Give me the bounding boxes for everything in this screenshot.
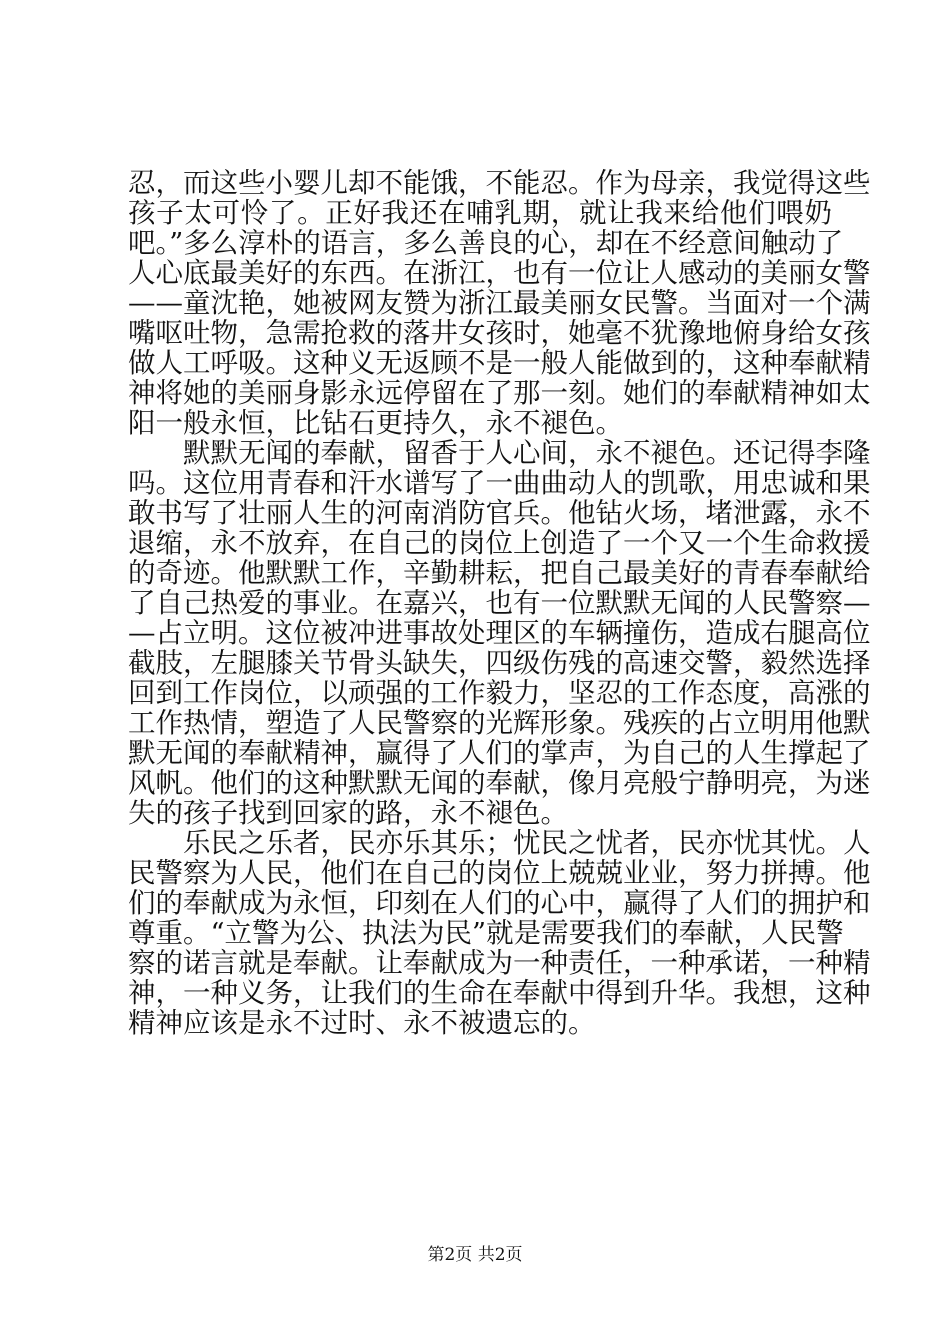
paragraph-line: 失的孩子找到回家的路，永不褪色。 [128, 797, 568, 829]
paragraph-line: 神将她的美丽身影永远停留在了那一刻。她们的奉献精神如太 [128, 377, 871, 409]
paragraph-line: 们的奉献成为永恒，印刻在人们的心中，赢得了人们的拥护和 [128, 887, 871, 919]
paragraph-line: 神，一种义务，让我们的生命在奉献中得到升华。我想，这种 [128, 977, 871, 1009]
paragraph-line: ——童沈艳，她被网友赞为浙江最美丽女民警。当面对一个满 [128, 287, 871, 319]
paragraph-line: 退缩，永不放弃，在自己的岗位上创造了一个又一个生命救援 [128, 527, 871, 559]
page-footer: 第2页 共2页 [427, 1245, 523, 1265]
paragraph-line: 吗。这位用青春和汗水谱写了一曲曲动人的凯歌，用忠诚和果 [128, 467, 871, 499]
paragraph-line: 孩子太可怜了。正好我还在哺乳期，就让我来给他们喂奶 [128, 197, 832, 229]
paragraph [128, 167, 871, 439]
paragraph-line: 忍，而这些小婴儿却不能饿，不能忍。作为母亲，我觉得这些 [128, 167, 871, 199]
paragraph-line: 吧。”多么淳朴的语言，多么善良的心，却在不经意间触动了 [128, 227, 844, 259]
paragraph-line: 做人工呼吸。这种义无返顾不是一般人能做到的，这种奉献精 [128, 347, 871, 379]
paragraph-line: —占立明。这位被冲进事故处理区的车辆撞伤，造成右腿高位 [128, 617, 871, 649]
paragraph-line: 回到工作岗位，以顽强的工作毅力，坚忍的工作态度，高涨的 [128, 677, 871, 709]
paragraph [128, 437, 871, 829]
paragraph-line: 的奇迹。他默默工作，辛勤耕耘，把自己最美好的青春奉献给 [128, 557, 871, 589]
paragraph-line: 工作热情，塑造了人民警察的光辉形象。残疾的占立明用他默 [128, 707, 871, 739]
paragraph-line: 风帆。他们的这种默默无闻的奉献，像月亮般宁静明亮，为迷 [128, 767, 871, 799]
paragraph-line: 了自己热爱的事业。在嘉兴，也有一位默默无闻的人民警察— [128, 587, 871, 619]
paragraph-line: 截肢，左腿膝关节骨头缺失，四级伤残的高速交警，毅然选择 [128, 647, 871, 679]
body-text [128, 167, 871, 1039]
paragraph-line: 乐民之乐者，民亦乐其乐；忧民之忧者，民亦忧其忧。人 [183, 827, 871, 859]
paragraph-line: 民警察为人民，他们在自己的岗位上兢兢业业，努力拼搏。他 [128, 857, 871, 889]
paragraph [128, 827, 871, 1039]
paragraph-line: 人心底最美好的东西。在浙江，也有一位让人感动的美丽女警 [128, 257, 871, 289]
paragraph-line: 阳一般永恒，比钻石更持久，永不褪色。 [128, 407, 623, 439]
paragraph-line: 敢书写了壮丽人生的河南消防官兵。他钻火场，堵泄露，永不 [128, 497, 871, 529]
paragraph-line: 默默无闻的奉献，留香于人心间，永不褪色。还记得李隆 [183, 437, 871, 469]
paragraph-line: 默无闻的奉献精神，赢得了人们的掌声，为自己的人生撑起了 [128, 737, 871, 769]
paragraph-line: 察的诺言就是奉献。让奉献成为一种责任，一种承诺，一种精 [128, 947, 871, 979]
paragraph-line: 尊重。“立警为公、执法为民”就是需要我们的奉献，人民警 [128, 917, 844, 949]
paragraph-line: 嘴呕吐物，急需抢救的落井女孩时，她毫不犹豫地俯身给女孩 [128, 317, 871, 349]
paragraph-line: 精神应该是永不过时、永不被遗忘的。 [128, 1007, 596, 1039]
